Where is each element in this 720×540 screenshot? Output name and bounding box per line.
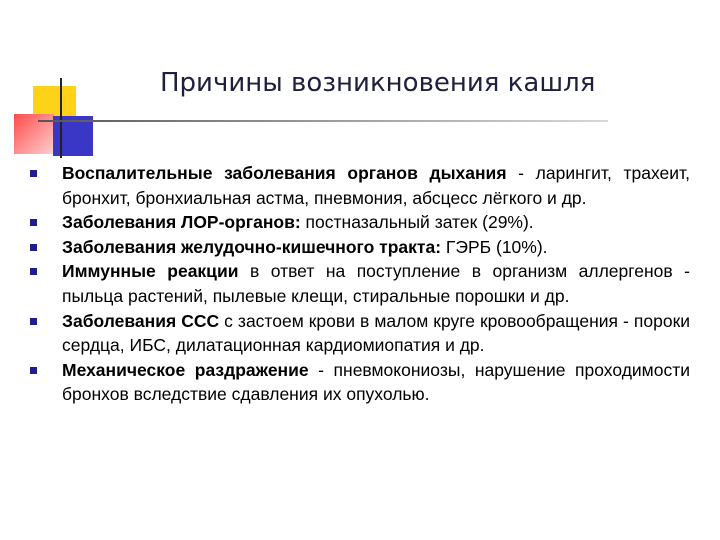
list-item <box>30 235 690 260</box>
title-underline <box>38 120 608 122</box>
list-item-text <box>62 309 690 358</box>
item-description: в ответ на поступление в организм аллергенов - пыльца растений, пылевые клещи, стиральные порошки и др. <box>62 261 690 306</box>
list-item-text <box>62 259 690 308</box>
item-heading: Иммунные реакции <box>62 261 239 282</box>
list-item-text <box>62 235 690 260</box>
decorative-vertical-line <box>60 78 62 158</box>
list-item <box>30 161 690 210</box>
decorative-blue-square <box>53 116 93 156</box>
slide-title: Причины возникновения кашля <box>160 68 596 98</box>
square-bullet-icon <box>30 318 37 325</box>
list-item-text <box>62 210 690 235</box>
item-description: ГЭРБ (10%). <box>441 236 548 257</box>
square-bullet-icon <box>30 268 37 275</box>
square-bullet-icon <box>30 219 37 226</box>
item-heading: Заболевания ССС <box>62 310 220 331</box>
square-bullet-icon <box>30 170 37 177</box>
list-item-text <box>62 358 690 407</box>
list-item <box>30 259 690 308</box>
causes-list <box>30 161 690 407</box>
item-heading: Заболевания желудочно-кишечного тракта: <box>62 236 442 257</box>
list-item <box>30 309 690 358</box>
list-item <box>30 358 690 407</box>
item-description: - пневмокониозы, нарушение проходимости бронхов вследствие сдавления их опухолью. <box>62 359 690 405</box>
list-item-text <box>62 161 690 210</box>
item-heading: Механическое раздражение <box>62 359 309 380</box>
item-description: - ларингит, трахеит, бронхит, бронхиальная астма, пневмония, абсцесс лёгкого и др. <box>62 163 690 208</box>
item-description: постназальный затек (29%). <box>300 212 534 233</box>
list-item <box>30 210 690 235</box>
item-description: с застоем крови в малом круге кровообращения - пороки сердца, ИБС, дилатационная кардиомиопатия и др. <box>62 310 691 356</box>
square-bullet-icon <box>30 244 37 251</box>
square-bullet-icon <box>30 367 37 374</box>
item-heading: Воспалительные заболевания органов дыхания <box>62 163 507 183</box>
item-heading: Заболевания ЛОР-органов: <box>62 212 301 233</box>
